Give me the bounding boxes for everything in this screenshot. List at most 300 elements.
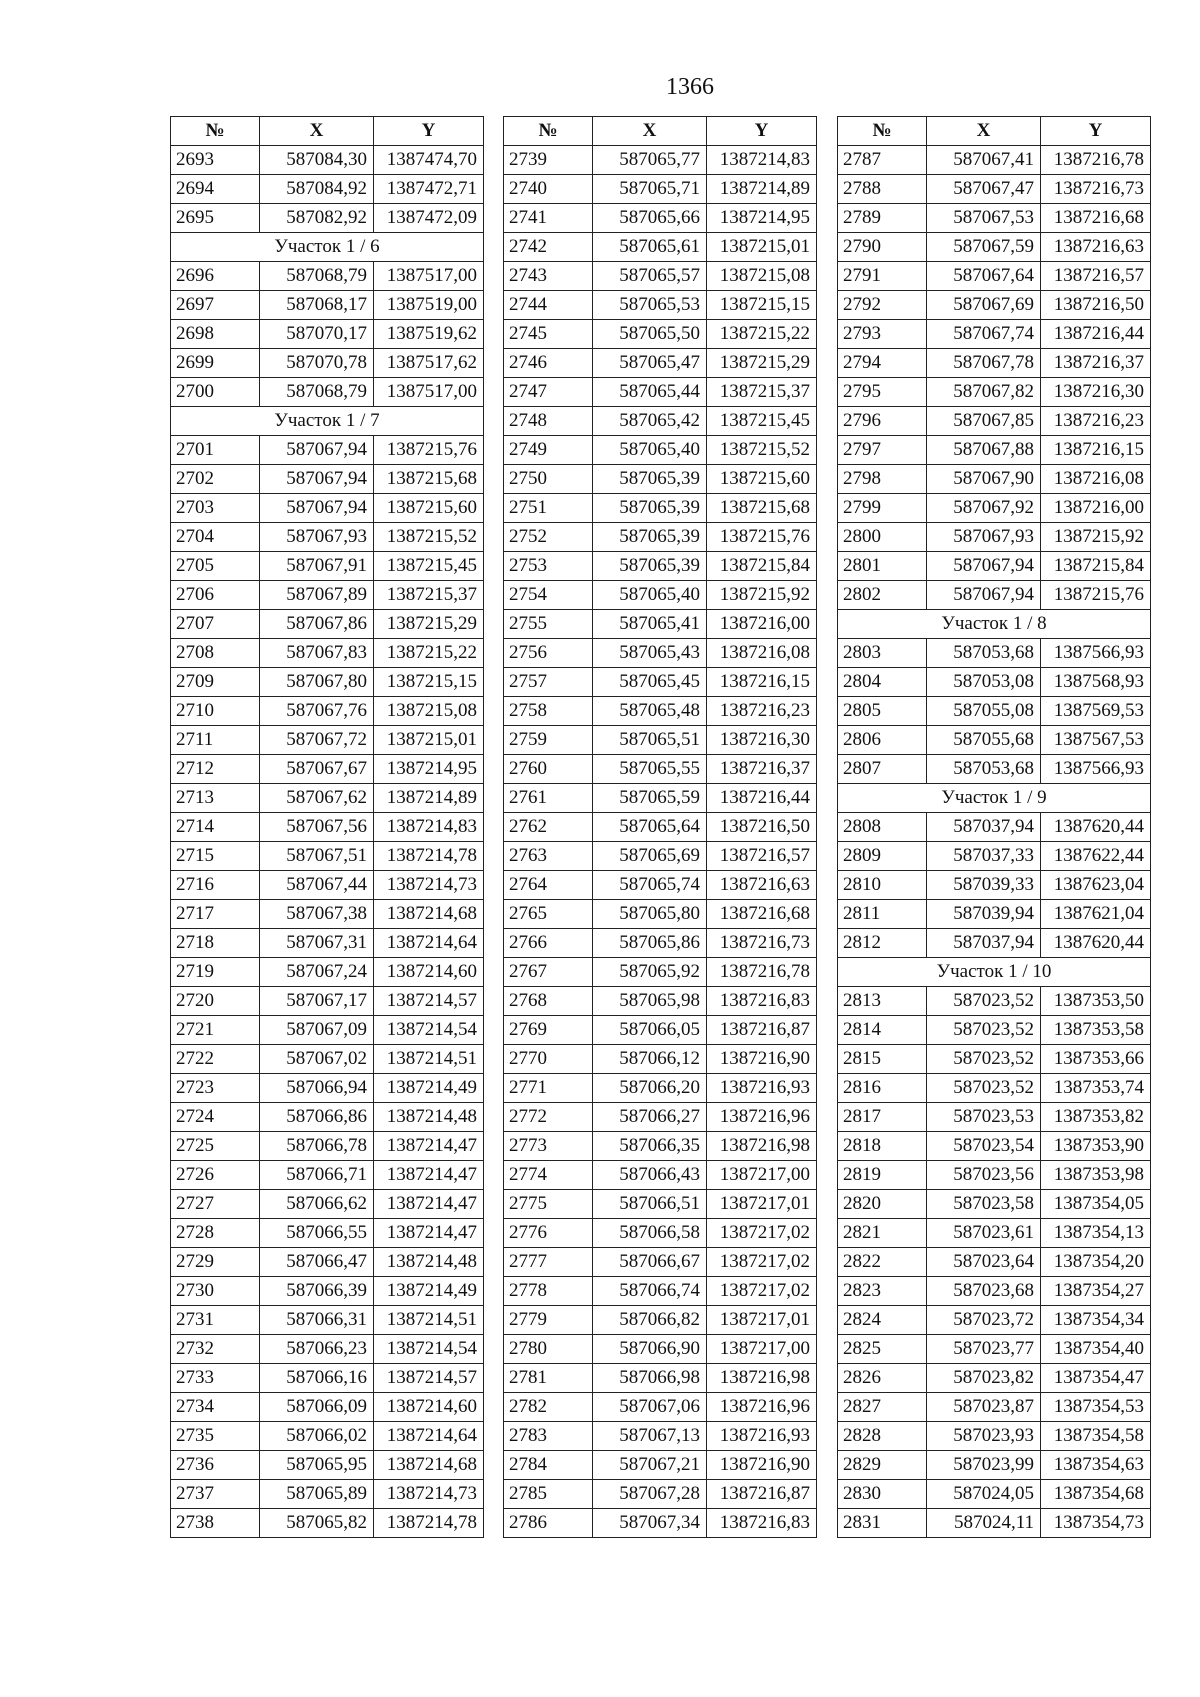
section-title: Участок 1 / 6 — [171, 233, 484, 262]
table-row — [504, 1161, 817, 1190]
table-row — [504, 871, 817, 900]
point-number: 2755 — [504, 610, 593, 639]
table-row — [504, 1306, 817, 1335]
x-coordinate: 587055,08 — [927, 697, 1041, 726]
point-number: 2797 — [838, 436, 927, 465]
y-coordinate: 1387216,23 — [1041, 407, 1151, 436]
x-coordinate: 587067,06 — [593, 1393, 707, 1422]
x-coordinate: 587066,90 — [593, 1335, 707, 1364]
point-number: 2828 — [838, 1422, 927, 1451]
y-coordinate: 1387354,47 — [1041, 1364, 1151, 1393]
point-number: 2804 — [838, 668, 927, 697]
table-row — [838, 1480, 1151, 1509]
y-coordinate: 1387217,00 — [707, 1161, 817, 1190]
point-number: 2753 — [504, 552, 593, 581]
point-number: 2703 — [171, 494, 260, 523]
table-row — [171, 900, 484, 929]
y-coordinate: 1387215,60 — [707, 465, 817, 494]
y-coordinate: 1387353,74 — [1041, 1074, 1151, 1103]
y-coordinate: 1387354,68 — [1041, 1480, 1151, 1509]
y-coordinate: 1387214,48 — [374, 1103, 484, 1132]
page-number: 1366 — [666, 74, 714, 100]
point-number: 2769 — [504, 1016, 593, 1045]
y-coordinate: 1387216,23 — [707, 697, 817, 726]
x-coordinate: 587066,71 — [260, 1161, 374, 1190]
table-row — [171, 1335, 484, 1364]
point-number: 2740 — [504, 175, 593, 204]
table-row — [171, 784, 484, 813]
x-coordinate: 587023,53 — [927, 1103, 1041, 1132]
x-coordinate: 587065,77 — [593, 146, 707, 175]
point-number: 2816 — [838, 1074, 927, 1103]
point-number: 2778 — [504, 1277, 593, 1306]
table-header-row — [504, 117, 817, 146]
table-row — [838, 436, 1151, 465]
x-coordinate: 587065,55 — [593, 755, 707, 784]
table-row — [504, 436, 817, 465]
point-number: 2712 — [171, 755, 260, 784]
y-coordinate: 1387216,08 — [1041, 465, 1151, 494]
y-coordinate: 1387215,92 — [1041, 523, 1151, 552]
point-number: 2751 — [504, 494, 593, 523]
point-number: 2770 — [504, 1045, 593, 1074]
point-number: 2768 — [504, 987, 593, 1016]
table-row — [171, 523, 484, 552]
point-number: 2762 — [504, 813, 593, 842]
table-row — [171, 1190, 484, 1219]
point-number: 2824 — [838, 1306, 927, 1335]
y-coordinate: 1387354,40 — [1041, 1335, 1151, 1364]
y-coordinate: 1387215,52 — [374, 523, 484, 552]
point-number: 2705 — [171, 552, 260, 581]
y-coordinate: 1387566,93 — [1041, 639, 1151, 668]
y-coordinate: 1387216,96 — [707, 1103, 817, 1132]
table-row — [171, 842, 484, 871]
point-number: 2807 — [838, 755, 927, 784]
x-coordinate: 587023,87 — [927, 1393, 1041, 1422]
point-number: 2773 — [504, 1132, 593, 1161]
header-y: Y — [374, 117, 484, 146]
x-coordinate: 587065,39 — [593, 494, 707, 523]
point-number: 2710 — [171, 697, 260, 726]
point-number: 2799 — [838, 494, 927, 523]
x-coordinate: 587055,68 — [927, 726, 1041, 755]
y-coordinate: 1387216,00 — [1041, 494, 1151, 523]
table-row — [838, 1509, 1151, 1538]
x-coordinate: 587065,71 — [593, 175, 707, 204]
point-number: 2758 — [504, 697, 593, 726]
x-coordinate: 587065,47 — [593, 349, 707, 378]
y-coordinate: 1387214,49 — [374, 1074, 484, 1103]
point-number: 2767 — [504, 958, 593, 987]
table-row — [171, 494, 484, 523]
x-coordinate: 587067,21 — [593, 1451, 707, 1480]
point-number: 2757 — [504, 668, 593, 697]
y-coordinate: 1387214,64 — [374, 1422, 484, 1451]
point-number: 2733 — [171, 1364, 260, 1393]
header-y: Y — [707, 117, 817, 146]
x-coordinate: 587066,58 — [593, 1219, 707, 1248]
y-coordinate: 1387215,76 — [374, 436, 484, 465]
point-number: 2713 — [171, 784, 260, 813]
table-row — [171, 1045, 484, 1074]
point-number: 2782 — [504, 1393, 593, 1422]
y-coordinate: 1387214,54 — [374, 1335, 484, 1364]
y-coordinate: 1387214,47 — [374, 1190, 484, 1219]
x-coordinate: 587084,30 — [260, 146, 374, 175]
table-row — [504, 668, 817, 697]
table-row — [504, 1045, 817, 1074]
x-coordinate: 587065,98 — [593, 987, 707, 1016]
y-coordinate: 1387214,60 — [374, 1393, 484, 1422]
point-number: 2702 — [171, 465, 260, 494]
table-row — [171, 175, 484, 204]
point-number: 2759 — [504, 726, 593, 755]
y-coordinate: 1387216,87 — [707, 1480, 817, 1509]
point-number: 2694 — [171, 175, 260, 204]
point-number: 2715 — [171, 842, 260, 871]
point-number: 2812 — [838, 929, 927, 958]
table-row — [171, 755, 484, 784]
table-row — [504, 958, 817, 987]
table-row — [504, 610, 817, 639]
y-coordinate: 1387566,93 — [1041, 755, 1151, 784]
x-coordinate: 587067,94 — [927, 581, 1041, 610]
point-number: 2707 — [171, 610, 260, 639]
point-number: 2795 — [838, 378, 927, 407]
table-row — [504, 726, 817, 755]
table-row — [504, 1422, 817, 1451]
x-coordinate: 587065,86 — [593, 929, 707, 958]
point-number: 2789 — [838, 204, 927, 233]
table-row — [838, 929, 1151, 958]
table-row — [504, 987, 817, 1016]
section-title: Участок 1 / 9 — [838, 784, 1151, 813]
point-number: 2803 — [838, 639, 927, 668]
point-number: 2813 — [838, 987, 927, 1016]
table-row — [171, 1074, 484, 1103]
point-number: 2785 — [504, 1480, 593, 1509]
point-number: 2802 — [838, 581, 927, 610]
y-coordinate: 1387214,73 — [374, 871, 484, 900]
y-coordinate: 1387569,53 — [1041, 697, 1151, 726]
x-coordinate: 587067,56 — [260, 813, 374, 842]
table-row — [504, 233, 817, 262]
table-row — [504, 1132, 817, 1161]
x-coordinate: 587023,68 — [927, 1277, 1041, 1306]
y-coordinate: 1387354,73 — [1041, 1509, 1151, 1538]
x-coordinate: 587067,88 — [927, 436, 1041, 465]
y-coordinate: 1387215,68 — [707, 494, 817, 523]
x-coordinate: 587067,69 — [927, 291, 1041, 320]
y-coordinate: 1387214,64 — [374, 929, 484, 958]
y-coordinate: 1387622,44 — [1041, 842, 1151, 871]
y-coordinate: 1387216,87 — [707, 1016, 817, 1045]
x-coordinate: 587065,39 — [593, 523, 707, 552]
x-coordinate: 587065,40 — [593, 436, 707, 465]
table-row — [171, 1219, 484, 1248]
table-row — [504, 1451, 817, 1480]
x-coordinate: 587067,13 — [593, 1422, 707, 1451]
table-row — [504, 204, 817, 233]
table-header-row — [171, 117, 484, 146]
y-coordinate: 1387216,83 — [707, 987, 817, 1016]
point-number: 2827 — [838, 1393, 927, 1422]
table-row — [504, 523, 817, 552]
point-number: 2741 — [504, 204, 593, 233]
x-coordinate: 587067,62 — [260, 784, 374, 813]
point-number: 2815 — [838, 1045, 927, 1074]
point-number: 2695 — [171, 204, 260, 233]
x-coordinate: 587067,34 — [593, 1509, 707, 1538]
table-row — [504, 755, 817, 784]
y-coordinate: 1387215,01 — [707, 233, 817, 262]
x-coordinate: 587023,52 — [927, 1074, 1041, 1103]
point-number: 2732 — [171, 1335, 260, 1364]
section-row — [838, 784, 1151, 813]
x-coordinate: 587067,94 — [927, 552, 1041, 581]
table-row — [171, 436, 484, 465]
x-coordinate: 587039,94 — [927, 900, 1041, 929]
x-coordinate: 587065,89 — [260, 1480, 374, 1509]
point-number: 2821 — [838, 1219, 927, 1248]
point-number: 2764 — [504, 871, 593, 900]
table-row — [171, 1306, 484, 1335]
table-row — [504, 1393, 817, 1422]
table-row — [171, 610, 484, 639]
y-coordinate: 1387474,70 — [374, 146, 484, 175]
table-row — [838, 1248, 1151, 1277]
x-coordinate: 587037,33 — [927, 842, 1041, 871]
y-coordinate: 1387216,44 — [707, 784, 817, 813]
table-row — [171, 1277, 484, 1306]
point-number: 2777 — [504, 1248, 593, 1277]
table-row — [838, 1422, 1151, 1451]
point-number: 2805 — [838, 697, 927, 726]
y-coordinate: 1387215,76 — [707, 523, 817, 552]
x-coordinate: 587067,92 — [927, 494, 1041, 523]
y-coordinate: 1387216,73 — [1041, 175, 1151, 204]
table-row — [838, 291, 1151, 320]
x-coordinate: 587067,89 — [260, 581, 374, 610]
point-number: 2791 — [838, 262, 927, 291]
table-row — [838, 697, 1151, 726]
y-coordinate: 1387216,90 — [707, 1045, 817, 1074]
point-number: 2747 — [504, 378, 593, 407]
point-number: 2723 — [171, 1074, 260, 1103]
y-coordinate: 1387215,45 — [374, 552, 484, 581]
x-coordinate: 587066,55 — [260, 1219, 374, 1248]
header-number: № — [838, 117, 927, 146]
point-number: 2787 — [838, 146, 927, 175]
table-row — [838, 494, 1151, 523]
table-row — [838, 871, 1151, 900]
point-number: 2771 — [504, 1074, 593, 1103]
point-number: 2817 — [838, 1103, 927, 1132]
table-row — [504, 320, 817, 349]
y-coordinate: 1387214,78 — [374, 1509, 484, 1538]
y-coordinate: 1387519,62 — [374, 320, 484, 349]
y-coordinate: 1387353,66 — [1041, 1045, 1151, 1074]
point-number: 2814 — [838, 1016, 927, 1045]
x-coordinate: 587067,09 — [260, 1016, 374, 1045]
y-coordinate: 1387214,89 — [707, 175, 817, 204]
point-number: 2792 — [838, 291, 927, 320]
y-coordinate: 1387620,44 — [1041, 813, 1151, 842]
x-coordinate: 587023,54 — [927, 1132, 1041, 1161]
point-number: 2719 — [171, 958, 260, 987]
y-coordinate: 1387215,01 — [374, 726, 484, 755]
y-coordinate: 1387354,20 — [1041, 1248, 1151, 1277]
x-coordinate: 587067,24 — [260, 958, 374, 987]
section-title: Участок 1 / 7 — [171, 407, 484, 436]
x-coordinate: 587070,78 — [260, 349, 374, 378]
x-coordinate: 587065,61 — [593, 233, 707, 262]
x-coordinate: 587066,23 — [260, 1335, 374, 1364]
point-number: 2798 — [838, 465, 927, 494]
x-coordinate: 587067,74 — [927, 320, 1041, 349]
x-coordinate: 587065,45 — [593, 668, 707, 697]
y-coordinate: 1387216,57 — [1041, 262, 1151, 291]
y-coordinate: 1387214,83 — [374, 813, 484, 842]
point-number: 2801 — [838, 552, 927, 581]
y-coordinate: 1387354,05 — [1041, 1190, 1151, 1219]
table-row — [838, 204, 1151, 233]
point-number: 2756 — [504, 639, 593, 668]
point-number: 2800 — [838, 523, 927, 552]
x-coordinate: 587068,17 — [260, 291, 374, 320]
y-coordinate: 1387517,62 — [374, 349, 484, 378]
x-coordinate: 587065,51 — [593, 726, 707, 755]
point-number: 2783 — [504, 1422, 593, 1451]
x-coordinate: 587065,57 — [593, 262, 707, 291]
point-number: 2725 — [171, 1132, 260, 1161]
table-row — [504, 1480, 817, 1509]
point-number: 2714 — [171, 813, 260, 842]
y-coordinate: 1387217,02 — [707, 1219, 817, 1248]
point-number: 2720 — [171, 987, 260, 1016]
y-coordinate: 1387214,68 — [374, 900, 484, 929]
y-coordinate: 1387214,68 — [374, 1451, 484, 1480]
x-coordinate: 587067,83 — [260, 639, 374, 668]
x-coordinate: 587023,52 — [927, 987, 1041, 1016]
table-row — [171, 987, 484, 1016]
y-coordinate: 1387216,63 — [707, 871, 817, 900]
table-row — [504, 1509, 817, 1538]
y-coordinate: 1387354,34 — [1041, 1306, 1151, 1335]
x-coordinate: 587023,82 — [927, 1364, 1041, 1393]
point-number: 2752 — [504, 523, 593, 552]
y-coordinate: 1387214,73 — [374, 1480, 484, 1509]
y-coordinate: 1387216,73 — [707, 929, 817, 958]
table-row — [171, 813, 484, 842]
x-coordinate: 587066,43 — [593, 1161, 707, 1190]
point-number: 2728 — [171, 1219, 260, 1248]
y-coordinate: 1387215,84 — [1041, 552, 1151, 581]
x-coordinate: 587066,35 — [593, 1132, 707, 1161]
header-number: № — [504, 117, 593, 146]
table-row — [838, 552, 1151, 581]
table-row — [504, 1277, 817, 1306]
table-row — [838, 668, 1151, 697]
x-coordinate: 587067,53 — [927, 204, 1041, 233]
point-number: 2736 — [171, 1451, 260, 1480]
x-coordinate: 587065,43 — [593, 639, 707, 668]
x-coordinate: 587066,67 — [593, 1248, 707, 1277]
table-row — [504, 1335, 817, 1364]
y-coordinate: 1387216,93 — [707, 1074, 817, 1103]
x-coordinate: 587053,08 — [927, 668, 1041, 697]
x-coordinate: 587067,80 — [260, 668, 374, 697]
table-row — [838, 726, 1151, 755]
table-row — [504, 175, 817, 204]
section-row — [838, 958, 1151, 987]
point-number: 2776 — [504, 1219, 593, 1248]
y-coordinate: 1387353,50 — [1041, 987, 1151, 1016]
y-coordinate: 1387353,58 — [1041, 1016, 1151, 1045]
table-row — [838, 755, 1151, 784]
table-row — [504, 494, 817, 523]
y-coordinate: 1387216,15 — [1041, 436, 1151, 465]
table-row — [504, 1103, 817, 1132]
x-coordinate: 587066,39 — [260, 1277, 374, 1306]
table-row — [504, 1074, 817, 1103]
x-coordinate: 587066,98 — [593, 1364, 707, 1393]
point-number: 2744 — [504, 291, 593, 320]
header-x: X — [260, 117, 374, 146]
point-number: 2760 — [504, 755, 593, 784]
point-number: 2722 — [171, 1045, 260, 1074]
x-coordinate: 587084,92 — [260, 175, 374, 204]
x-coordinate: 587037,94 — [927, 813, 1041, 842]
y-coordinate: 1387216,50 — [707, 813, 817, 842]
point-number: 2818 — [838, 1132, 927, 1161]
point-number: 2745 — [504, 320, 593, 349]
point-number: 2709 — [171, 668, 260, 697]
x-coordinate: 587068,79 — [260, 378, 374, 407]
point-number: 2826 — [838, 1364, 927, 1393]
y-coordinate: 1387216,93 — [707, 1422, 817, 1451]
point-number: 2825 — [838, 1335, 927, 1364]
x-coordinate: 587065,41 — [593, 610, 707, 639]
point-number: 2731 — [171, 1306, 260, 1335]
x-coordinate: 587067,82 — [927, 378, 1041, 407]
table-row — [838, 1393, 1151, 1422]
table-row — [838, 639, 1151, 668]
y-coordinate: 1387215,92 — [707, 581, 817, 610]
table-row — [504, 1190, 817, 1219]
table-row — [504, 813, 817, 842]
point-number: 2830 — [838, 1480, 927, 1509]
table-row — [504, 842, 817, 871]
y-coordinate: 1387214,83 — [707, 146, 817, 175]
table-row — [838, 1045, 1151, 1074]
x-coordinate: 587067,86 — [260, 610, 374, 639]
y-coordinate: 1387214,89 — [374, 784, 484, 813]
point-number: 2708 — [171, 639, 260, 668]
y-coordinate: 1387214,78 — [374, 842, 484, 871]
x-coordinate: 587065,74 — [593, 871, 707, 900]
y-coordinate: 1387216,00 — [707, 610, 817, 639]
x-coordinate: 587023,52 — [927, 1016, 1041, 1045]
x-coordinate: 587067,41 — [927, 146, 1041, 175]
y-coordinate: 1387216,83 — [707, 1509, 817, 1538]
table-row — [504, 465, 817, 494]
point-number: 2774 — [504, 1161, 593, 1190]
x-coordinate: 587065,92 — [593, 958, 707, 987]
point-number: 2772 — [504, 1103, 593, 1132]
table-row — [838, 1277, 1151, 1306]
